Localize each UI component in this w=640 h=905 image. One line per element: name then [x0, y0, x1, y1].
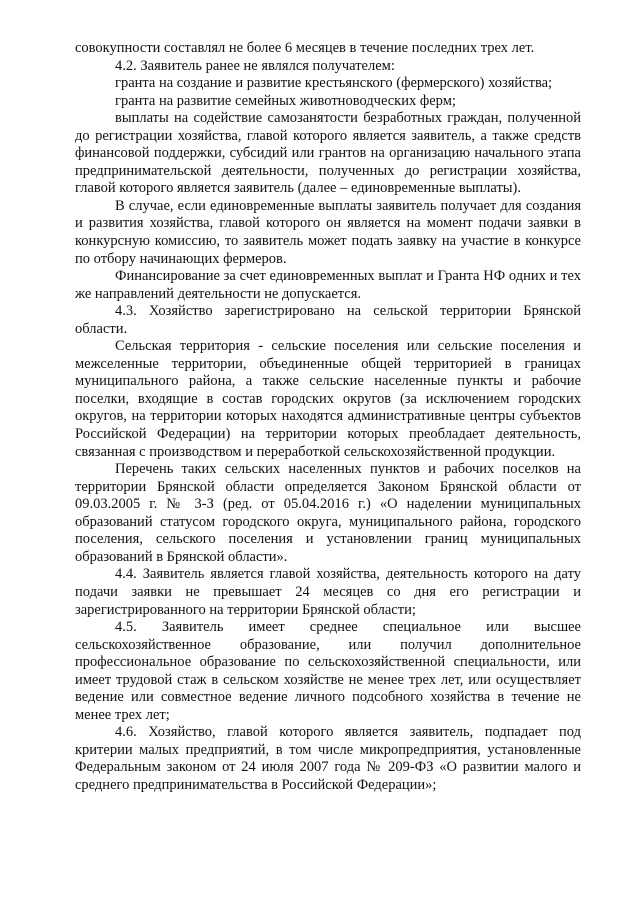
paragraph-4-5: 4.5. Заявитель имеет среднее специальное или высшее сельскохозяйственное образование, или получил дополнительное профессиональное образование по сельскохозяйственной специальности, или имеет трудовой стаж в сельском хозяйстве не менее трех лет, или осуществляет ведение или совместное ведение личного подсобного хозяйства в течение не менее трех лет; — [75, 619, 581, 723]
paragraph-one-time-payments: В случае, если единовременные выплаты заявитель получает для создания и развития хозяйства, главой которого он является на момент подачи заявки в конкурсную комиссию, то заявитель может подать заявку на участие в конкурсе по отбору начинающих фермеров. — [75, 197, 581, 267]
paragraph-continuation: совокупности составлял не более 6 месяцев в течение последних трех лет. — [75, 40, 535, 56]
paragraph-rural-territory: Сельская территория - сельские поселения или сельские поселения и межселенные территории, объединенные общей территорией в границах муниципального района, а также сельские населенные пункты и рабочие поселки, входящие в состав городских округов (за исключением городских округов, на территории которых находятся административные центры субъектов Российской Федерации) на территории которых преобладает деятельность, связанная с производством и переработкой сельскохозяйственной продукции. — [75, 338, 581, 460]
paragraph-settlements-list: Перечень таких сельских населенных пунктов и рабочих поселков на территории Брянской области определяется Законом Брянской области от 09.03.2005 г. № 3-З (ред. от 05.04.2016 г.) «О наделении муниципальных образований статусом городского округа, муниципального района, городского поселения, сельского поселения и установлении границ муниципальных образований в Брянской области». — [75, 461, 581, 565]
paragraph-payments: выплаты на содействие самозанятости безработных граждан, полученной до регистрации хозяйства, главой которого является заявитель, а также средств финансовой поддержки, субсидий или грантов на организацию начального этапа предпринимательской деятельности, полученных до регистрации хозяйства, главой которого является заявитель (далее – единовременные выплаты). — [75, 110, 581, 197]
paragraph-grant-kfh: гранта на создание и развитие крестьянского (фермерского) хозяйства; — [115, 75, 553, 92]
paragraph-financing: Финансирование за счет единовременных выплат и Гранта НФ одних и тех же направлений деятельности не допускается. — [75, 268, 581, 302]
paragraph-4-4: 4.4. Заявитель является главой хозяйства, деятельность которого на дату подачи заявки не превышает 24 месяцев со дня его регистрации и зарегистрированного на территории Брянской области; — [75, 566, 581, 618]
paragraph-grant-farms: гранта на развитие семейных животноводческих ферм; — [115, 92, 456, 109]
paragraph-4-6: 4.6. Хозяйство, главой которого является заявитель, подпадает под критерии малых предприятий, в том числе микропредприятия, установленные Федеральным законом от 24 июля 2007 года № 209-ФЗ «О развитии малого и среднего предпринимательства в Российской Федерации»; — [75, 724, 581, 793]
document-body — [75, 40, 581, 795]
paragraph-4-3: 4.3. Хозяйство зарегистрировано на сельской территории Брянской области. — [75, 303, 581, 337]
paragraph-4-2: 4.2. Заявитель ранее не являлся получателем: — [115, 57, 395, 74]
